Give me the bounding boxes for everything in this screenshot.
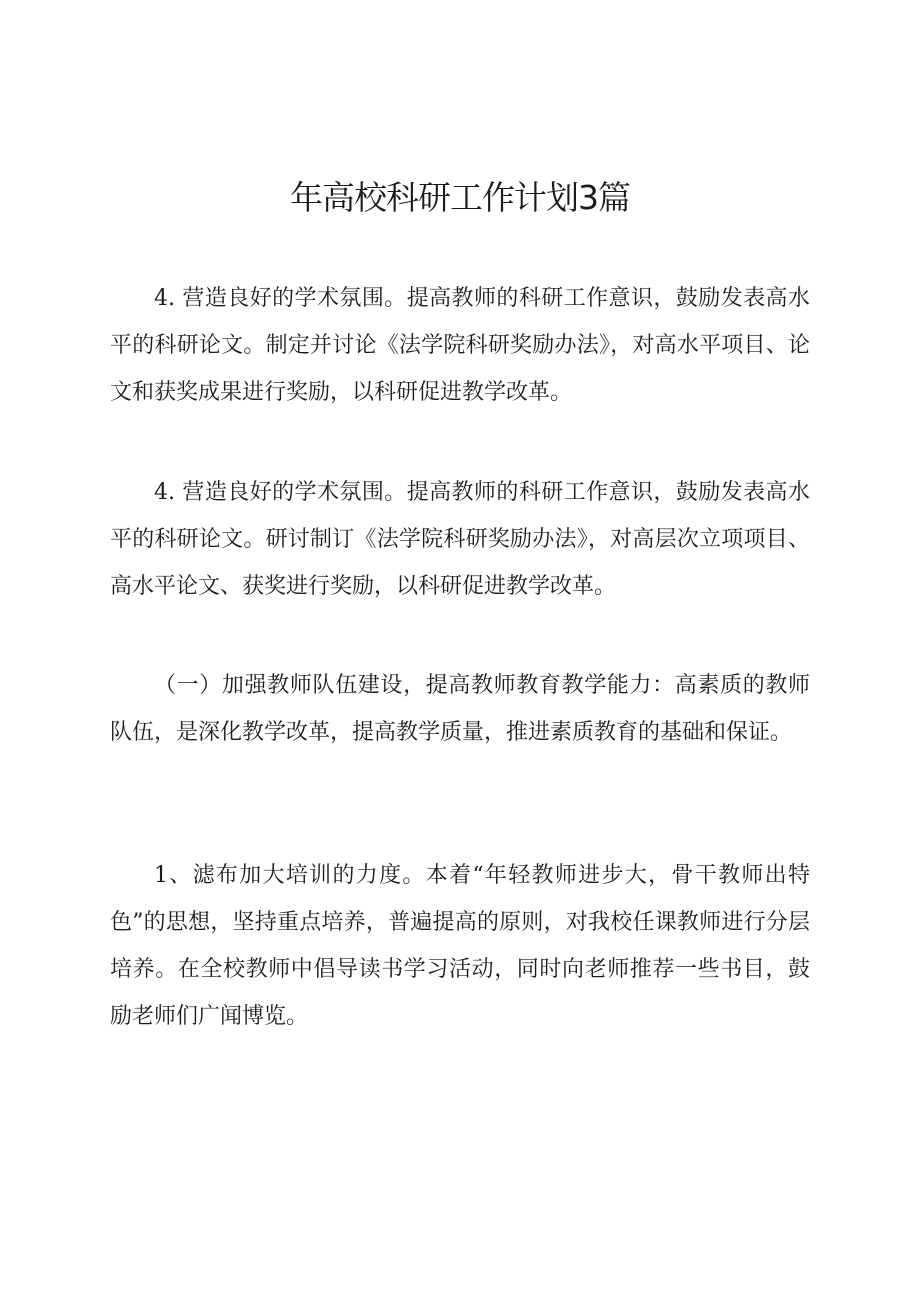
document-title: 年高校科研工作计划3篇 [290,178,630,217]
paragraph-1: 4. 营造良好的学术氛围。提高教师的科研工作意识，鼓励发表高水平的科研论文。制定并讨论《法学院科研奖励办法》，对高水平项目、论文和获奖成果进行奖励，以科研促进教学改革。 [110,286,810,405]
paragraph-3: （一）加强教师队伍建设，提高教师教育教学能力：高素质的教师队伍，是深化教学改革，提高教学质量，推进素质教育的基础和保证。 [110,673,810,745]
paragraph-2: 4. 营造良好的学术氛围。提高教师的科研工作意识，鼓励发表高水平的科研论文。研讨制订《法学院科研奖励办法》，对高层次立项项目、高水平论文、获奖进行奖励，以科研促进教学改革。 [110,480,810,599]
paragraph-4: 1、滤布加大培训的力度。本着“年轻教师进步大，骨干教师出特色”的思想，坚持重点培养，普遍提高的原则，对我校任课教师进行分层培养。在全校教师中倡导读书学习活动，同时向老师推荐一些书目，鼓励老师们广闻博览。 [110,863,810,1029]
